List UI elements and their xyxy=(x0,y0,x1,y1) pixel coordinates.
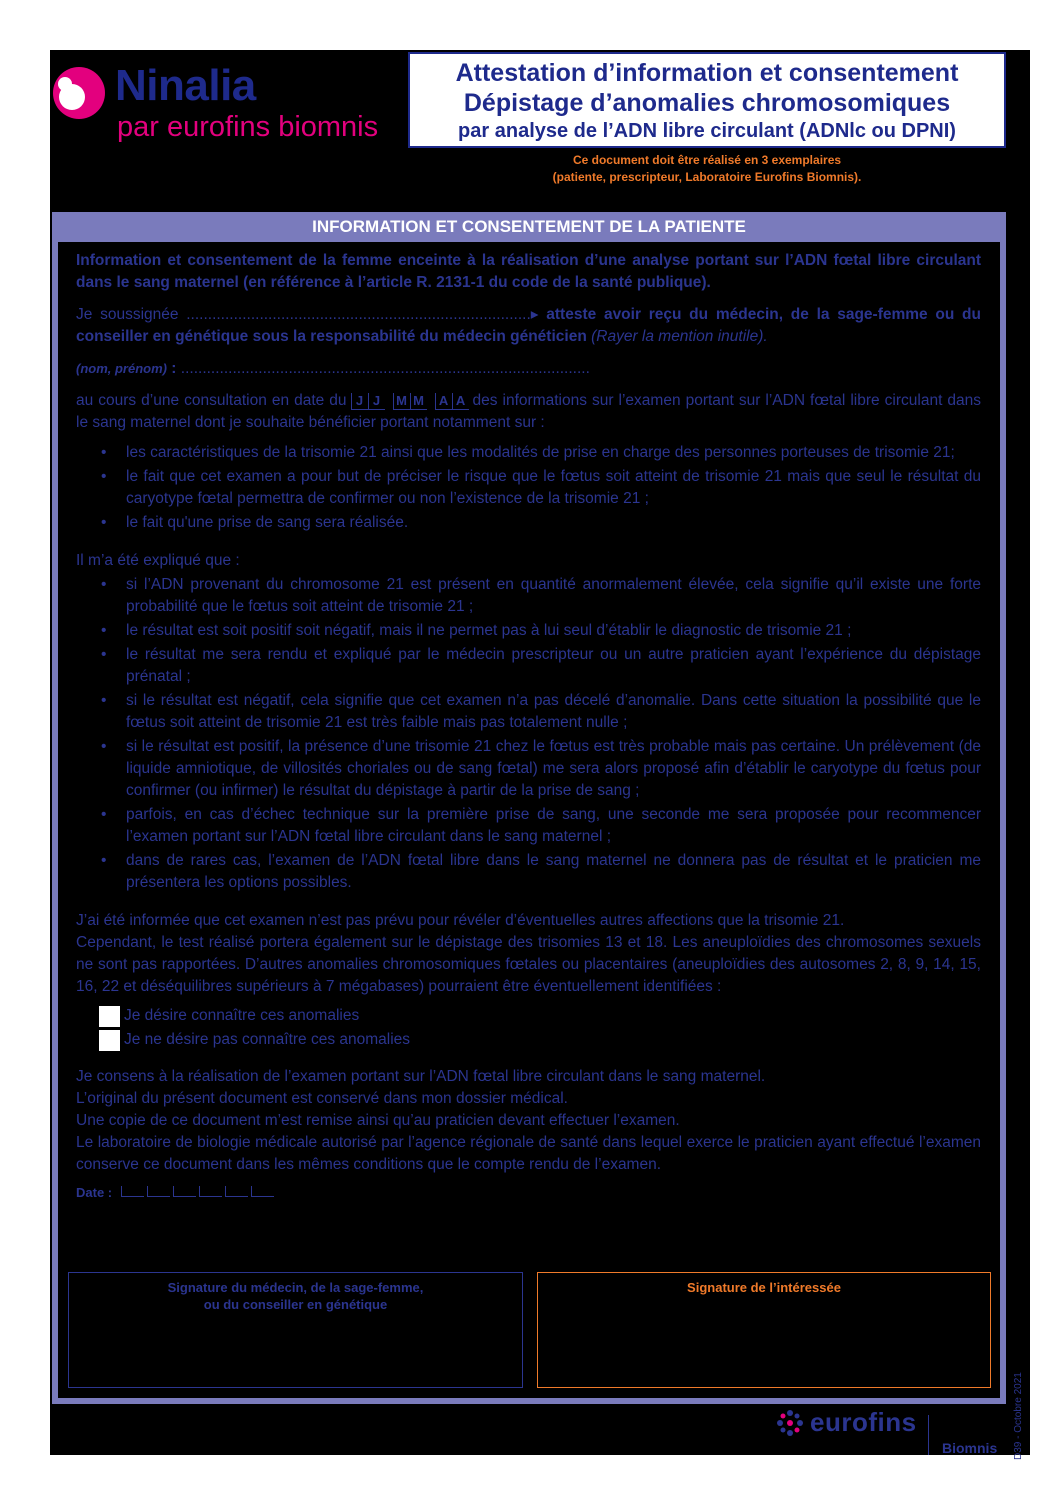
list-item: • si l’ADN provenant du chromosome 21 est présent en quantité anormalement élevée, cela signifie qu’il existe une forte probabilité que le fœtus soit atteint de trisomie 21 ; xyxy=(126,574,981,618)
explained-intro: Il m’a été expliqué que : xyxy=(76,552,240,570)
doctor-signature-label-1: Signature du médecin, de la sage-femme, xyxy=(167,1280,424,1295)
consultation-date-field[interactable] xyxy=(351,390,469,412)
copies-note-line-1: Ce document doit être réalisé en 3 exemplaires xyxy=(572,153,842,167)
option-no-checkbox[interactable] xyxy=(99,1030,120,1051)
name-label: (nom, prénom) xyxy=(76,361,167,376)
list-item: • parfois, en cas d’échec technique sur la première prise de sang, une seconde me sera proposée pour recommencer l’examen portant sur l’ADN fœtal libre circulant dans le sang maternel ; xyxy=(126,804,981,848)
list-item: • dans de rares cas, l’examen de l’ADN fœtal libre dans le sang maternel ne donnera pas de résultat et le praticien me présentera les options possibles. xyxy=(126,850,981,894)
ninalia-logo-icon xyxy=(52,66,106,120)
copies-note xyxy=(408,152,1006,186)
date-label: Date : xyxy=(76,1185,113,1201)
consent-line-4: Le laboratoire de biologie médicale autorisé par l’agence régionale de santé dans lequel exerce le praticien ayant effectué l’examen conserve ce document dans les mêmes conditions que le compte rendu de l’examen. xyxy=(76,1134,981,1174)
name-line xyxy=(76,358,981,380)
explained-list xyxy=(76,574,981,894)
brand-tagline: par eurofins biomnis xyxy=(117,111,379,143)
footer-divider xyxy=(928,1415,929,1455)
option-yes-row xyxy=(99,1004,981,1028)
brand-name: Ninalia xyxy=(115,61,256,110)
title-line-1: Attestation d’information et consentement xyxy=(455,59,959,87)
date-cell-day-1: J xyxy=(351,393,368,410)
however-paragraph: Cependant, le test réalisé portera également sur le dépistage des trisomies 13 et 18. Les aneuploïdies des chromosomes sexuels ne sont pas rapportées. D’autres anomalies chromosomiques fœtales ou placentaires (aneuploïdies des autosomes 2, 8, 9, 14, 15, 16, 22 et déséquilibres supérieurs à 7 mégabases) pourraient être éventuellement identifiées : xyxy=(76,934,981,996)
consultation-prefix: au cours d’une consultation en date du xyxy=(76,392,347,410)
signature-date-field[interactable] xyxy=(118,1182,274,1204)
option-no-label: Je ne désire pas connaître ces anomalies xyxy=(124,1031,411,1049)
intro-paragraph: Information et consentement de la femme enceinte à la réalisation d’une analyse portant sur l’ADN fœtal libre circulant dans le sang maternel (en référence à l’article R. 2131-1 du code de la santé publique). xyxy=(76,252,981,291)
info-list xyxy=(76,442,981,534)
title-line-2: Dépistage d’anomalies chromosomiques xyxy=(463,89,951,117)
informed-line: J’ai été informée que cet examen n’est pas prévu pour révéler d’éventuelles autres affections que la trisomie 21. xyxy=(76,912,845,930)
consent-line-2: L’original du présent document est conservé dans mon dossier médical. xyxy=(76,1090,568,1108)
name-field[interactable]: ............................................................................................... xyxy=(180,360,590,377)
date-cell-year-1: A xyxy=(435,393,452,410)
option-yes-label: Je désire connaître ces anomalies xyxy=(124,1007,360,1025)
arrow-right-icon: ▸ xyxy=(530,306,539,323)
doctor-signature-box[interactable] xyxy=(68,1272,523,1388)
eurofins-wordmark: eurofins xyxy=(810,1407,917,1437)
consultation-suffix: des informations sur l’examen portant sur l’ADN fœtal libre circulant dans le sang maternel dont je souhaite bénéficier portant notamment sur : xyxy=(76,392,982,432)
eurofins-logo-icon xyxy=(776,1409,804,1437)
section-title: INFORMATION ET CONSENTEMENT DE LA PATIENTE xyxy=(52,212,1006,242)
doctor-signature-label-2: ou du conseiller en génétique xyxy=(203,1297,388,1312)
document-title-box xyxy=(408,52,1006,148)
option-yes-checkbox[interactable] xyxy=(99,1006,120,1027)
consent-line-3: Une copie de ce document m’est remise ainsi qu’au praticien devant effectuer l’examen. xyxy=(76,1112,680,1130)
undersigned-paragraph xyxy=(76,304,981,348)
list-item: • le fait que cet examen a pour but de préciser le risque que le fœtus soit atteint de trisomie 21 mais que seul le résultat du caryotype fœtal permettra de confirmer ou non l’existence de la trisomie 21 ; xyxy=(126,466,981,510)
undersigned-statement: atteste avoir reçu du médecin, de la sage-femme ou du conseiller en génétique sous la responsabilité du médecin généticien xyxy=(76,306,981,345)
biomnis-wordmark: Biomnis xyxy=(942,1440,998,1456)
date-cell-day-2: J xyxy=(368,393,385,410)
date-cell-month-2: M xyxy=(410,393,427,410)
date-cell-year-2: A xyxy=(452,393,469,410)
list-item: • le fait qu'une prise de sang sera réalisée. xyxy=(126,512,981,534)
document-reference: D39 - Octobre 2021 xyxy=(1013,1372,1024,1460)
list-item: • les caractéristiques de la trisomie 21 ainsi que les modalités de prise en charge des personnes porteuses de trisomie 21; xyxy=(126,442,981,464)
name-colon: : xyxy=(167,360,181,377)
patient-signature-label: Signature de l’intéressée xyxy=(687,1280,841,1295)
date-cell-month-1: M xyxy=(393,393,410,410)
list-item: • le résultat est soit positif soit négatif, mais il ne permet pas à lui seul d’établir le diagnostic de trisomie 21 ; xyxy=(126,620,981,642)
option-no-row xyxy=(99,1028,981,1052)
list-item: • le résultat me sera rendu et expliqué par le médecin prescripteur ou un autre praticien ayant l’expérience du dépistage prénatal ; xyxy=(126,644,981,688)
patient-signature-box[interactable] xyxy=(537,1272,991,1388)
consent-line-1: Je consens à la réalisation de l’examen portant sur l’ADN fœtal libre circulant dans le sang maternel. xyxy=(76,1068,766,1086)
title-line-3: par analyse de l’ADN libre circulant (ADNlc ou DPNI) xyxy=(458,120,956,142)
undersigned-field[interactable]: Je soussignée ................................................................................ xyxy=(76,306,531,323)
copies-note-line-2: (patiente, prescripteur, Laboratoire Eurofins Biomnis). xyxy=(552,170,862,184)
list-item: • si le résultat est positif, la présence d’une trisomie 21 chez le fœtus est très probable mais pas certaine. Un prélèvement (de liquide amniotique, de villosités choriales ou de sang fœtal) me sera alors proposé afin d’établir le caryotype du fœtus pour confirmer (ou infirmer) le résultat du dépistage à partir de la prise de sang ; xyxy=(126,736,981,802)
strike-instruction: (Rayer la mention inutile). xyxy=(591,328,768,345)
signature-date-line xyxy=(76,1182,981,1204)
list-item: • si le résultat est négatif, cela signifie que cet examen n’a pas décelé d’anomalie. Dans cette situation la possibilité que le fœtus soit atteint de trisomie 21 est très faible mais pas totalement nulle ; xyxy=(126,690,981,734)
consultation-paragraph xyxy=(76,390,981,434)
consent-content xyxy=(76,250,981,1204)
